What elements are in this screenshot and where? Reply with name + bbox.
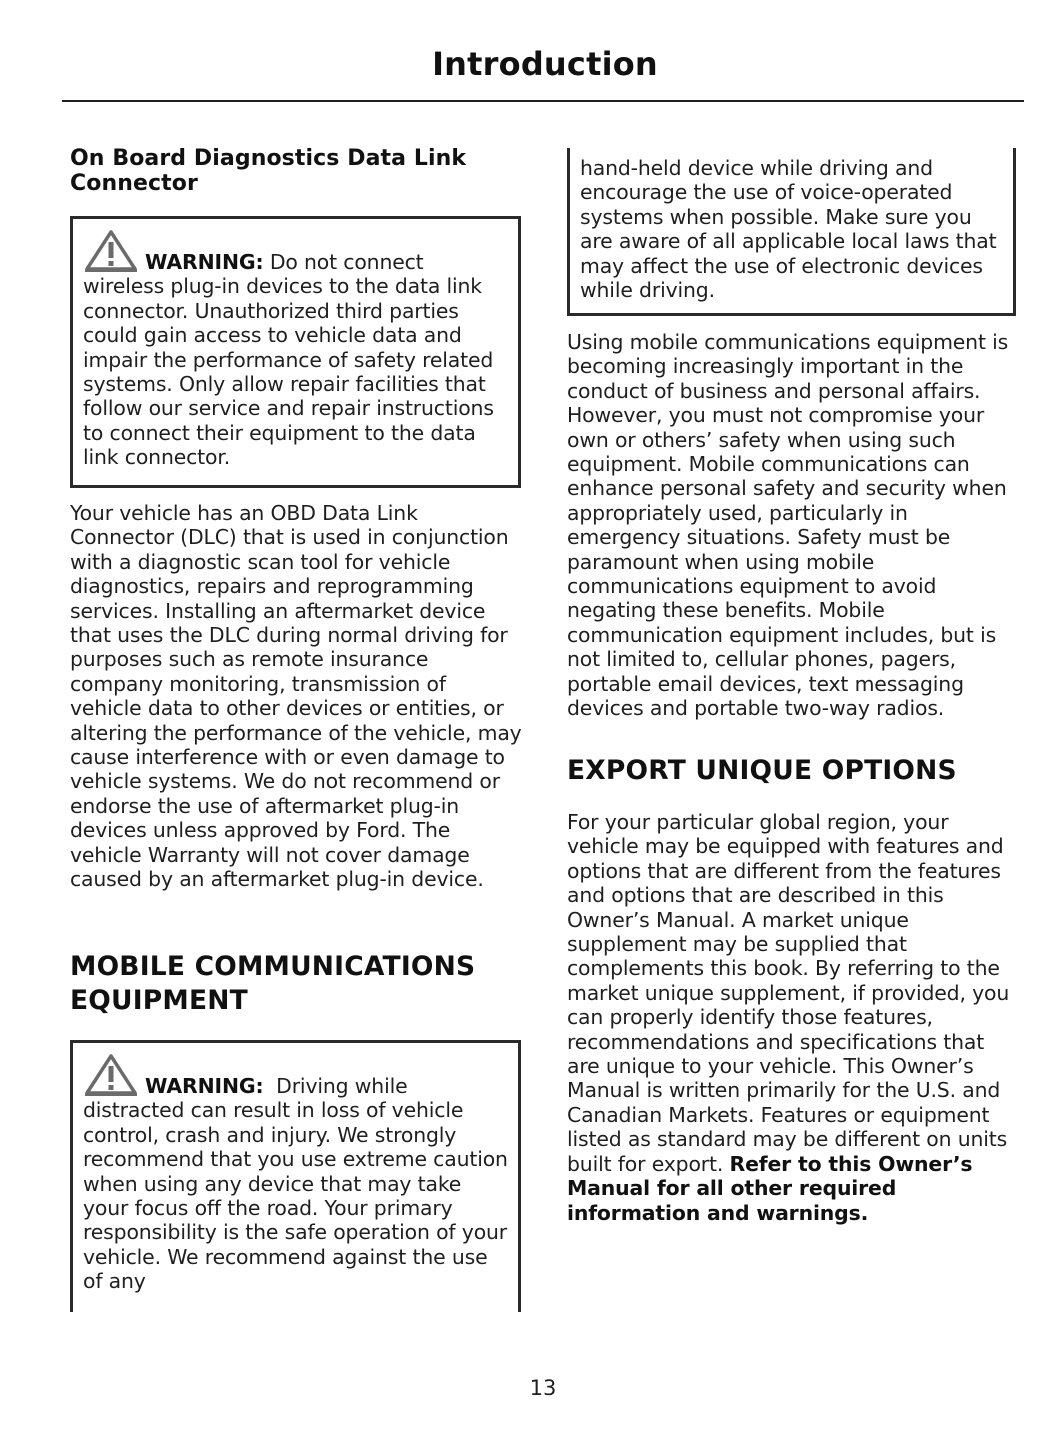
mobile-heading: MOBILE COMMUNICATIONS EQUIPMENT xyxy=(70,951,476,1016)
page-title: Introduction xyxy=(432,45,658,83)
obd-warning-box xyxy=(70,216,521,488)
obd-warning-content xyxy=(83,229,508,470)
mobile-warning-content-part1 xyxy=(83,1053,508,1294)
export-paragraph: For your particular global region, your vehicle may be equipped with features and options that are different from the features and options that are described in this Owner’s Manual. A market unique supplement may be supplied that complements this book. By referring to the market unique supplement, if provided, you can properly identify those features, recommendations and specifications that are unique to your vehicle. This Owner’s Manual is written primarily for the U.S. and Canadian Markets. Features or equipment listed as standard may be different on units built for export. xyxy=(567,810,1010,1176)
obd-paragraph: Your vehicle has an OBD Data Link Connector (DLC) that is used in conjunction with a diagnostic scan tool for vehicle diagnostics, repairs and reprogramming services. Installing an aftermarket device that uses the DLC during normal driving for purposes such as remote insurance company monitoring, transmission of vehicle data to other devices or entities, or altering the performance of the vehicle, may cause interference with or even damage to vehicle systems. We do not recommend or endorse the use of aftermarket plug-in devices unless approved by Ford. The vehicle Warranty will not cover damage caused by an aftermarket plug-in device. xyxy=(70,501,522,892)
export-bold-text: Refer to this Owner’s Manual for all other required information and warnings. xyxy=(567,1151,973,1225)
mobile-warning-text-part2: hand-held device while driving and encourage the use of voice-operated systems when possible. Make sure you are aware of all applicable local laws that may affect the use of electronic devices while driving. xyxy=(580,156,997,303)
warning-triangle-icon xyxy=(83,1053,139,1097)
mobile-warning-text-part1: Driving while distracted can result in loss of vehicle control, crash and injury. We strongly recommend that you use extreme caution when using any device that may take your focus off the road. Your primary responsibility is the safe operation of your vehicle. We recommend against the use of any xyxy=(83,1074,508,1294)
page-header xyxy=(62,44,1024,102)
obd-warning-text: Do not connect wireless plug-in devices to the data link connector. Unauthorized third parties could gain access to vehicle data and impair the performance of safety related systems. Only allow repair facilities that follow our service and repair instructions to connect their equipment to the data link connector. xyxy=(83,250,494,470)
obd-heading: On Board Diagnostics Data Link Connector xyxy=(70,146,467,196)
export-paragraph-block xyxy=(567,810,1019,1225)
export-heading: EXPORT UNIQUE OPTIONS xyxy=(567,755,957,786)
obd-warning-label: WARNING: xyxy=(145,250,264,274)
page-number: 13 xyxy=(529,1376,557,1400)
warning-triangle-icon xyxy=(83,229,139,273)
mobile-warning-box-part2 xyxy=(567,148,1016,316)
mobile-warning-label: WARNING: xyxy=(145,1074,264,1098)
mobile-warning-box-part1 xyxy=(70,1040,521,1312)
mobile-paragraph: Using mobile communications equipment is becoming increasingly important in the conduct of business and personal affairs. However, you must not compromise your own or others’ safety when using such equipment. Mobile communications can enhance personal safety and security when appropriately used, particularly in emergency situations. Safety must be paramount when using mobile communications equipment to avoid negating these benefits. Mobile communication equipment includes, but is not limited to, cellular phones, pagers, portable email devices, text messaging devices and portable two-way radios. xyxy=(567,330,1009,721)
